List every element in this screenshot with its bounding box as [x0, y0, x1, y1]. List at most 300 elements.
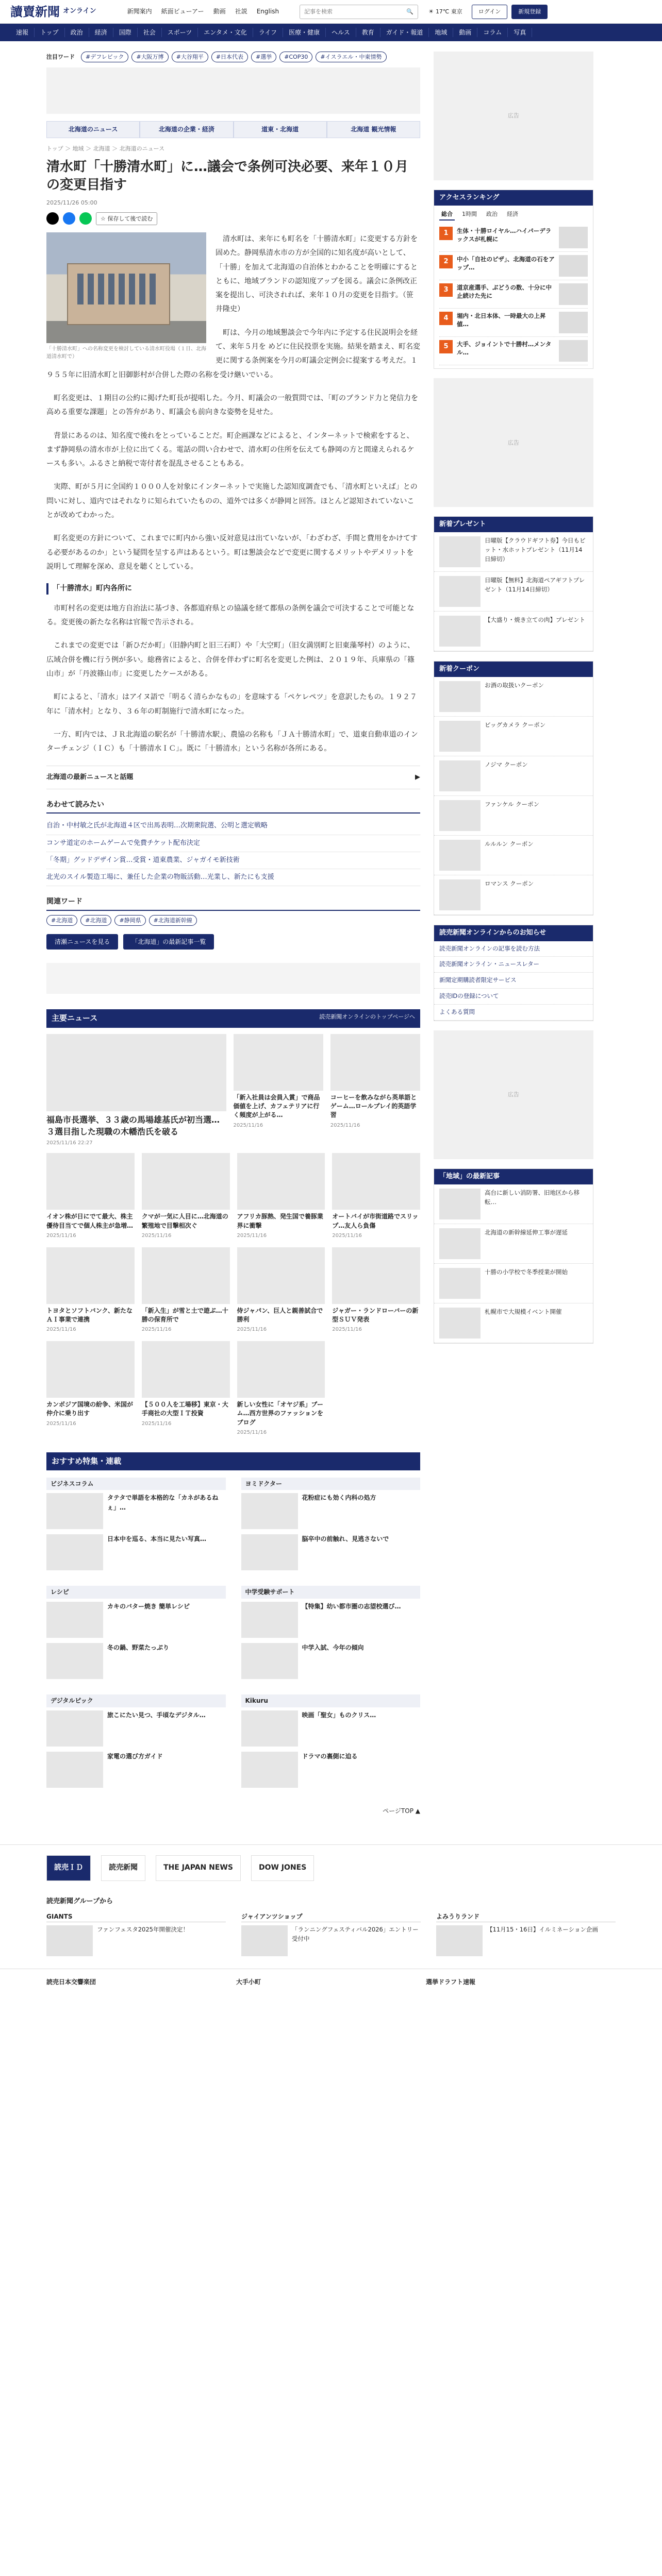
sidebar-item-title: 高台に新しい消防署、旧地区から移転…	[485, 1189, 580, 1206]
gnav-item[interactable]: 社会	[138, 28, 162, 38]
sidebar-item-title: ファンケル クーポン	[485, 801, 540, 808]
ranking-item[interactable]	[439, 224, 588, 252]
region-news-link[interactable]: 北海道の最新ニュースと話題 ▶	[46, 766, 420, 789]
recommend-section-label: レシピ	[46, 1586, 226, 1599]
tab-region[interactable]: 北海道のニュース	[46, 121, 140, 138]
footer-logo[interactable]: THE JAPAN NEWS	[156, 1855, 241, 1881]
rank-number: 1	[439, 227, 453, 240]
recommend-item[interactable]	[241, 1534, 421, 1570]
group-card-image	[46, 1925, 93, 1956]
ranking-title: 堀内・北日本体、一時最大の上昇値…	[457, 312, 546, 328]
gnav-item[interactable]: 写真	[508, 28, 532, 38]
sidebar-ad[interactable]: 広告	[434, 52, 593, 180]
recommend-title: 旅こにたい見つ、手頃なデジタル…	[107, 1711, 206, 1719]
sidebar-item[interactable]	[434, 717, 593, 756]
news-image	[234, 1034, 323, 1091]
group-card	[46, 1912, 226, 1956]
sidebar-item[interactable]	[434, 1264, 593, 1303]
gnav-item[interactable]: 医療・健康	[283, 28, 326, 38]
bookmark-icon: ☆	[101, 215, 106, 222]
recommend-item[interactable]	[46, 1752, 226, 1788]
sidebar-item-title: 日曜版【クラウドギフト券】今日もビット・水ホットプレゼント（11月14日締切）	[485, 537, 586, 563]
news-title: ジャガー・ランドローバーの新型ＳＵＶ発表	[332, 1307, 419, 1324]
sidebar	[434, 52, 593, 1829]
related-keywords	[46, 915, 420, 926]
search-input[interactable]	[304, 8, 406, 15]
recommend-item[interactable]	[46, 1493, 226, 1529]
news-card[interactable]	[46, 1153, 135, 1240]
recommend-title: 【特集】幼い都市圏の志望校選び…	[302, 1603, 401, 1611]
sidebar-item-image	[439, 616, 481, 647]
news-card[interactable]	[142, 1153, 230, 1240]
gnav-item[interactable]: 速報	[10, 28, 35, 38]
line-share-icon[interactable]	[79, 212, 92, 225]
logo-main: 讀賣新聞	[10, 4, 60, 19]
gnav-item[interactable]: ヘルス	[326, 28, 356, 38]
related-link[interactable]: 自治・中村敏之氏が北海道４区で出馬表明…次期衆院選、公明と選定戦略	[46, 818, 420, 835]
news-title: トヨタとソフトバンク、新たなＡＩ事業で連携	[46, 1307, 133, 1324]
sidebar-item-image	[439, 1228, 481, 1259]
group-card-item[interactable]	[46, 1925, 226, 1956]
news-image	[237, 1247, 325, 1304]
news-grid	[46, 1153, 420, 1436]
gnav-item[interactable]: 教育	[356, 28, 380, 38]
recommend-image	[46, 1534, 103, 1570]
notice-link[interactable]: 読売新聞オンライン・ニュースレター	[434, 957, 593, 973]
article-paragraph: 一方、町内では、ＪＲ北海道の駅名が「十勝清水駅」、農協の名称も「ＪＡ十勝清水町」で、道東自動車道のインターチェンジ（ＩＣ）も「十勝清水ＩＣ」。既に「十勝清水」という名称が各所にある。	[46, 730, 418, 753]
article-paragraph: 町は、今月の地域懇談会で今年内に予定する住民説明会を経て、来年５月を めどに住民投票を実施。結果を踏まえ、町名変更に関する条例案を今月の町議会定例会に提案する考えだ。１９５５年に旧清水町と旧御影村が合併した際の名称を受け継いでいる。	[46, 328, 421, 379]
section-button[interactable]: 清瀬ニュースを見る	[46, 934, 118, 950]
tab-region[interactable]: 北海道の企業・経済	[140, 121, 233, 138]
sidebar-item[interactable]	[434, 1224, 593, 1264]
ranking-title: 道京産選手、ぶどうの数、十分に中止続けた先に	[457, 284, 552, 300]
group-heading: 読売新聞グループから	[46, 1897, 113, 1906]
ranking-image	[559, 227, 588, 248]
bookmark-button[interactable]: ☆ 保存して後で読む	[96, 212, 157, 225]
related-list	[46, 818, 420, 886]
keyword-tag[interactable]: #大阪万博	[131, 52, 168, 62]
news-title: 【５００人を工場移】東京・大手商社の大型ＩＴ投資	[141, 1400, 228, 1417]
x-share-icon[interactable]	[46, 212, 59, 225]
article-paragraph: 実際、町が５月に全国約１０００人を対象にインターネットで実施した認知度調査でも、「清水町といえば」との問いに対し、道内ではそれなりに知られていたものの、道外では多くが静岡と回答。ほとんど認知されていないことが改めてわかった。	[46, 483, 418, 520]
notice-link[interactable]: 読売IDの登録について	[434, 989, 593, 1005]
recommend-image	[46, 1602, 103, 1638]
chevron-right-icon: ▶	[415, 773, 420, 781]
footer-logo[interactable]: DOW JONES	[251, 1855, 314, 1881]
ranking-item[interactable]	[439, 252, 588, 280]
news-image	[46, 1034, 226, 1111]
related-keywords-heading: 関連ワード	[46, 896, 420, 911]
article-paragraph: 町名変更の方針について、これまでに町内から強い反対意見は出ていないが、「わざわざ、手間と費用をかけてする必要があるのか」という疑問を呈する声はあるという。町は懇談会などで変更に関するメリットやデメリットを説明して理解を深め、意見を聴くとしている。	[46, 534, 418, 571]
sidebar-item-image	[439, 721, 481, 752]
related-link[interactable]: コンサ道定のホームゲームで免費チケット配布決定	[46, 835, 420, 852]
news-card[interactable]	[46, 1341, 135, 1437]
share-bar	[46, 212, 420, 225]
recommend-section-label: ビジネスコラム	[46, 1478, 226, 1490]
sidebar-item-title: ロマンス クーポン	[485, 880, 534, 888]
sidebar-item[interactable]	[434, 1303, 593, 1343]
ranking-image	[559, 312, 588, 333]
recommend-section	[46, 1586, 226, 1684]
sidebar-item-image	[439, 681, 481, 712]
news-image	[330, 1034, 420, 1091]
sidebar-item[interactable]	[434, 756, 593, 796]
keyword-tag[interactable]: #デフレビック	[81, 52, 128, 62]
recommend-section	[241, 1586, 421, 1684]
section-button[interactable]: 「北海道」の最新記事一覧	[123, 934, 214, 950]
article-paragraph: 町名変更は、１期目の公約に掲げた町長が提唱した。今月、町議会の一般質問では、「町のブランド力と発信力を高める重要な課題」との答弁があり、町議会も前向きな姿勢を見せた。	[46, 394, 418, 417]
news-title: 「新入生」が雪と土で遊ぶ…十勝の保育所で	[141, 1307, 228, 1324]
news-card[interactable]	[46, 1247, 135, 1334]
footer-logos	[0, 1844, 662, 1891]
sidebar-item-title: 札幌市で大規模イベント開催	[485, 1308, 562, 1315]
news-date: 2025/11/16	[46, 1420, 76, 1427]
sidebar-item-image	[439, 840, 481, 871]
sidebar-item-title: 北海道の新幹線延伸工事が遅延	[485, 1228, 568, 1236]
recommend-image	[241, 1493, 298, 1529]
group-card	[436, 1912, 616, 1956]
gnav-item[interactable]: ガイド・報道	[380, 28, 429, 38]
news-image	[46, 1153, 135, 1210]
footer-logo[interactable]: 読売ＩＤ	[46, 1855, 91, 1881]
keyword-tag[interactable]: #北海道	[80, 915, 111, 926]
related-link[interactable]: 「冬期」グッドデザイン賞…受賞・道東農業、ジャガイモ新技術	[46, 852, 420, 869]
gnav-item[interactable]: コラム	[477, 28, 508, 38]
keyword-row	[46, 52, 420, 62]
recommend-image	[46, 1752, 103, 1788]
recommend-item[interactable]	[46, 1534, 226, 1570]
keyword-tag[interactable]: #北海道新幹線	[149, 915, 197, 926]
article-title: 清水町「十勝清水町」に…議会で条例可決必要、来年１０月の変更目指す	[46, 159, 409, 193]
article-body	[46, 232, 420, 756]
news-date: 2025/11/16	[141, 1420, 172, 1427]
ranking-heading: アクセスランキング	[434, 190, 593, 206]
coupon-box	[434, 661, 593, 916]
ranking-tab[interactable]: 総合	[439, 209, 455, 221]
sidebar-ad[interactable]: 広告	[434, 1030, 593, 1159]
tab-region[interactable]: 北海道 観光情報	[327, 121, 420, 138]
coupon-heading: 新着クーポン	[434, 662, 593, 677]
ranking-title: 生体・十勝ロイヤル…ハイパーデラックスが札幌に	[457, 227, 552, 243]
recommend-grid	[46, 1478, 420, 1793]
ranking-item[interactable]	[439, 337, 588, 365]
tab-region[interactable]: 道東・北海道	[234, 121, 327, 138]
recommend-item[interactable]	[241, 1643, 421, 1679]
ranking-tab[interactable]: 政治	[486, 211, 498, 218]
ad-banner[interactable]	[46, 67, 420, 114]
sidebar-item-image	[439, 760, 481, 791]
ranking-image	[559, 283, 588, 305]
sidebar-item[interactable]	[434, 532, 593, 572]
keyword-tag[interactable]: #イスラエル・中東情勢	[316, 52, 386, 62]
main-news-header: 主要ニュース 読売新聞オンラインのトップページへ	[46, 1009, 420, 1027]
recommend-section	[241, 1694, 421, 1793]
article-paragraph: これまでの変更では「新ひだか町」（旧静内町と旧三石町）や「大空町」（旧女満別町と旧東藻琴村）のように、広域合併を機に行う例が多い。総務省によると、合併を伴わずに町名を変更した例は、２０１９年、兵庫県の「篠山市」が「丹波篠山市」に変更したケースがある。	[46, 641, 415, 679]
article-paragraph: 市町村名の変更は地方自治法に基づき、各都道府県との協議を経て都県の条例を議会で可決することで可能となる。変更後の新たな名称は官報で告示される。	[46, 604, 415, 627]
gnav-item[interactable]: スポーツ	[162, 28, 198, 38]
sidebar-item-image	[439, 1189, 481, 1219]
recommend-title: カキのバター焼き 簡単レシピ	[107, 1603, 190, 1611]
news-card[interactable]: コーヒーを飲みながら英単語とゲーム…ロールプレイ的英語学習 2025/11/16	[330, 1034, 420, 1147]
recommend-image	[241, 1534, 298, 1570]
section-buttons	[46, 934, 420, 950]
recommend-section-label: 中学受験サポート	[241, 1586, 421, 1599]
group-card-heading: よみうりランド	[436, 1912, 616, 1922]
news-image	[332, 1153, 420, 1210]
rank-number: 2	[439, 255, 453, 268]
weather[interactable]: ☀ 17℃ 東京	[428, 7, 462, 16]
recommend-item[interactable]	[46, 1602, 226, 1638]
news-title: アフリカ豚熱、発生国で養豚業界に衝撃	[237, 1213, 323, 1229]
rank-number: 5	[439, 340, 453, 353]
signup-button[interactable]: 新規登録	[511, 5, 548, 19]
news-date: 2025/11/16	[141, 1233, 172, 1239]
news-title: 侍ジャパン、巨人と親善試合で勝利	[237, 1307, 323, 1324]
recommend-item[interactable]	[46, 1643, 226, 1679]
news-card[interactable]	[142, 1341, 230, 1437]
present-box	[434, 516, 593, 652]
sidebar-item[interactable]	[434, 875, 593, 915]
page-top-link[interactable]: ページTOP ▲	[383, 1807, 420, 1815]
ranking-item[interactable]	[439, 309, 588, 337]
sidebar-item[interactable]	[434, 836, 593, 875]
news-card[interactable]	[237, 1247, 325, 1334]
ranking-box	[434, 190, 593, 369]
news-date: 2025/11/16	[237, 1233, 267, 1239]
news-title: クマが一気に人目に…北海道の繁殖地で目撃相次ぐ	[141, 1213, 228, 1229]
util-link[interactable]: 社説	[235, 8, 247, 15]
notice-link[interactable]: 読売新聞オンラインの記事を読む方法	[434, 941, 593, 957]
top-page-link[interactable]: 読売新聞オンラインのトップページへ	[319, 1013, 415, 1021]
sidebar-item-image	[439, 1308, 481, 1338]
lead-news	[46, 1034, 420, 1147]
article-paragraph: 背景にあるのは、知名度で後れをとっていることだ。町企画課などによると、インターネットで検索をすると、まず静岡県の清水市が上位に出てくる。電話の問い合わせで、清水町の住所を伝えても静岡の方と間違えられるケースも多い。ふるさと納税で寄付者を混乱させることもある。	[46, 431, 415, 468]
group-card-heading: GIANTS	[46, 1912, 226, 1922]
gnav-item[interactable]: 政治	[65, 28, 89, 38]
recommend-image	[46, 1643, 103, 1679]
facebook-share-icon[interactable]	[63, 212, 75, 225]
recommend-title: ドラマの裏側に迫る	[302, 1752, 358, 1760]
news-image	[237, 1341, 325, 1398]
related-heading: あわせて読みたい	[46, 800, 420, 814]
news-date: 2025/11/16	[46, 1233, 76, 1239]
sidebar-item[interactable]	[434, 1184, 593, 1224]
article-paragraph: 町によると、「清水」はアイヌ語で「明るく清らかなもの」を意味する「ペケレペツ」を意訳したもの。１９２７年に「清水村」となり、３６年の町制施行で清水町になった。	[46, 693, 417, 716]
news-image	[142, 1153, 230, 1210]
sidebar-item-image	[439, 1268, 481, 1299]
article-subhead: 「十勝清水」町内各所に	[46, 583, 420, 595]
region-heading: 「地域」の最新記事	[434, 1169, 593, 1184]
recommend-section-label: デジタルピック	[46, 1694, 226, 1707]
region-box	[434, 1168, 593, 1344]
group-card-image	[241, 1925, 288, 1956]
keyword-tag[interactable]: #選挙	[251, 52, 276, 62]
recommend-title: 日本中を巡る、本当に見たい写真…	[107, 1535, 207, 1543]
main-column	[46, 52, 420, 1829]
sidebar-item-title: ルルルン クーポン	[485, 840, 534, 848]
util-link[interactable]: 紙面ビューアー	[161, 8, 204, 15]
photo-image	[46, 232, 206, 343]
recommend-title: 脳卒中の前触れ、見逃さないで	[302, 1535, 389, 1543]
sidebar-item-title: お酒の取扱いクーポン	[485, 682, 544, 689]
keyword-tag[interactable]: #日本代表	[211, 52, 248, 62]
recommend-item[interactable]	[241, 1493, 421, 1529]
recommend-item[interactable]	[46, 1710, 226, 1747]
rank-number: 4	[439, 312, 453, 325]
news-image	[142, 1247, 230, 1304]
ad-banner-inline[interactable]	[46, 963, 420, 994]
util-link[interactable]: 新聞案内	[127, 8, 152, 15]
news-card[interactable]: 「新入社員は会員入賞」で商品価値を上げ、カフェテリアに行く頻度が上がる… 2025/11/16	[234, 1034, 323, 1147]
search-box	[300, 5, 418, 19]
group-card-title: 「ランニングフェスティバル2026」エントリー受付中	[292, 1926, 419, 1942]
group-card-image	[436, 1925, 483, 1956]
keyword-label: 注目ワード	[46, 54, 75, 60]
group-card-title: ファンフェスタ2025年開催決定！	[97, 1926, 189, 1933]
news-date: 2025/11/16	[46, 1327, 76, 1333]
notice-link[interactable]: よくある質問	[434, 1005, 593, 1021]
sidebar-item-title: ノジマ クーポン	[485, 761, 528, 769]
group-card-item[interactable]	[241, 1925, 421, 1956]
keyword-tag[interactable]: #COP30	[279, 52, 312, 62]
recommend-header: おすすめ特集・連載	[46, 1452, 420, 1470]
sidebar-item-title: ビッグカメラ クーポン	[485, 721, 546, 729]
news-date: 2025/11/16	[332, 1233, 362, 1239]
keyword-tag[interactable]: #北海道	[46, 915, 77, 926]
login-button[interactable]: ログイン	[472, 5, 507, 19]
sidebar-item-title: 【大盛り・焼き立ての肉】プレゼント	[485, 616, 586, 624]
sidebar-item[interactable]	[434, 572, 593, 612]
rank-number: 3	[439, 283, 453, 297]
recommend-image	[46, 1710, 103, 1747]
footer-nav-link[interactable]: 読売日本交響楽団	[46, 1978, 96, 1986]
news-image	[237, 1153, 325, 1210]
util-link[interactable]: English	[256, 8, 279, 15]
ranking-item[interactable]	[439, 280, 588, 309]
recommend-title: タテタで単語を本格的な「カネがあるねぇ」…	[107, 1494, 219, 1512]
related-link[interactable]: 北光のスイル製造工場に、兼任した企業の物販活動…光業し、新たにも支援	[46, 869, 420, 886]
news-card[interactable]	[237, 1153, 325, 1240]
sidebar-item[interactable]	[434, 677, 593, 717]
group-card	[241, 1912, 421, 1956]
news-date: 2025/11/16	[141, 1327, 172, 1333]
ranking-tab[interactable]: 1時間	[462, 211, 477, 218]
news-card[interactable]	[142, 1247, 230, 1334]
keyword-tag[interactable]: #静岡県	[114, 915, 145, 926]
news-card[interactable]	[332, 1153, 420, 1240]
recommend-section	[46, 1478, 226, 1576]
sidebar-ad[interactable]: 広告	[434, 378, 593, 507]
footer-nav-link[interactable]: 選挙ドラフト速報	[426, 1978, 476, 1986]
news-title: オートバイが市街道路でスリップ…友人ら負傷	[332, 1213, 419, 1229]
search-icon[interactable]: 🔍	[406, 8, 414, 15]
recommend-image	[46, 1493, 103, 1529]
ranking-tab[interactable]: 経済	[507, 211, 518, 218]
news-card[interactable]	[237, 1341, 325, 1437]
gnav-item[interactable]: ライフ	[253, 28, 283, 38]
article-photo[interactable]	[46, 232, 206, 361]
ranking-title: 中小「自社のピザ」、北海道の石をアップ…	[457, 256, 555, 272]
footer-nav	[0, 1969, 662, 1995]
news-card[interactable]: 福島市長選挙、３３歳の馬場雄基氏が初当選…３選目指した現職の木幡浩氏を破る 2025/11/16 22:27	[46, 1034, 226, 1147]
sidebar-item-image	[439, 576, 481, 607]
sidebar-item-title: 日曜版【無料】北海道ペアギフトプレゼント（11月14日締切）	[485, 577, 585, 594]
gnav-item[interactable]: 動画	[453, 28, 477, 38]
sidebar-item-image	[439, 536, 481, 567]
sidebar-item[interactable]	[434, 796, 593, 836]
ranking-image	[559, 340, 588, 362]
gnav-item[interactable]: 地域	[429, 28, 453, 38]
news-image	[332, 1247, 420, 1304]
article-paragraph: 清水町は、来年にも町名を「十勝清水町」に変更する方針を固めた。静岡県清水市の方が全国的に知名度が高いとして、「十勝」を加えて北海道の自治体とわかることを明確にするとともに、地域ブランドの認知度アップを図る。議会に条例改正案を提出し、可決されれば、来年１０月の変更を目指す。（笹井隆史）	[216, 234, 418, 314]
recommend-title: 映画「聖女」ものクリス…	[302, 1711, 376, 1719]
util-link[interactable]: 動画	[213, 8, 226, 15]
utility-links	[127, 7, 279, 16]
notice-link[interactable]: 新聞定期購読者限定サービス	[434, 973, 593, 989]
footer-logo[interactable]: 読売新聞	[101, 1855, 145, 1881]
recommend-title: 家電の選び方ガイド	[107, 1752, 163, 1760]
recommend-image	[241, 1643, 298, 1679]
group-card-item[interactable]	[436, 1925, 616, 1956]
footer-nav-link[interactable]: 大手小町	[236, 1978, 261, 1986]
news-card[interactable]	[332, 1247, 420, 1334]
gnav-item[interactable]: 経済	[89, 28, 113, 38]
recommend-item[interactable]	[241, 1752, 421, 1788]
logo-sub: オンライン	[63, 7, 96, 15]
keyword-tag[interactable]: #大谷翔平	[172, 52, 208, 62]
ranking-tabs	[439, 209, 588, 221]
photo-caption: 「十勝清水町」への名称変更を検討している清水町役場（１日、北海道清水町で）	[46, 346, 206, 360]
footer	[0, 1844, 662, 1995]
gnav-item[interactable]: トップ	[35, 28, 65, 38]
news-date: 2025/11/16	[332, 1327, 362, 1333]
breadcrumb[interactable]: トップ ＞ 地域 ＞ 北海道 ＞ 北海道のニュース	[46, 145, 165, 152]
group-card-heading: ジャイアンツショップ	[241, 1912, 421, 1922]
group-cards	[0, 1907, 662, 1961]
recommend-section-label: ヨミドクター	[241, 1478, 421, 1490]
news-image	[46, 1341, 135, 1398]
news-title: 新しい女性に「オヤジ系」ブーム…西方世界のファッションをブログ	[237, 1400, 324, 1426]
recommend-image	[241, 1752, 298, 1788]
notice-box	[434, 925, 593, 1021]
news-date: 2025/11/16	[237, 1327, 267, 1333]
global-nav	[0, 24, 662, 41]
recommend-item[interactable]	[241, 1710, 421, 1747]
news-image	[142, 1341, 230, 1398]
sun-icon: ☀	[428, 8, 434, 15]
top-bar	[0, 0, 662, 24]
ranking-title: 大手、ジョイントで十勝村…メンタル…	[457, 341, 552, 357]
recommend-title: 冬の鍋、野菜たっぷり	[107, 1644, 170, 1652]
sidebar-item[interactable]	[434, 612, 593, 651]
news-date: 2025/11/16	[237, 1430, 267, 1436]
gnav-item[interactable]: エンタメ・文化	[198, 28, 253, 38]
recommend-title: 花粉症にも効く内科の処方	[302, 1494, 376, 1502]
gnav-item[interactable]: 国際	[113, 28, 138, 38]
sidebar-item-image	[439, 800, 481, 831]
site-logo[interactable]	[10, 2, 96, 21]
region-tabs	[46, 121, 420, 138]
recommend-section	[241, 1478, 421, 1576]
present-heading: 新着プレゼント	[434, 517, 593, 532]
recommend-item[interactable]	[241, 1602, 421, 1638]
recommend-title: 中学入試、今年の傾向	[302, 1644, 364, 1652]
sidebar-item-title: 十勝の小学校で冬季授業が開始	[485, 1268, 568, 1276]
sidebar-item-image	[439, 879, 481, 910]
article-date: 2025/11/26 05:00	[46, 199, 97, 206]
group-card-title: 【11月15・16日】イルミネーション企画	[487, 1926, 598, 1933]
news-title: カンボジア国境の紛争、米国が仲介に乗り出す	[46, 1400, 134, 1417]
